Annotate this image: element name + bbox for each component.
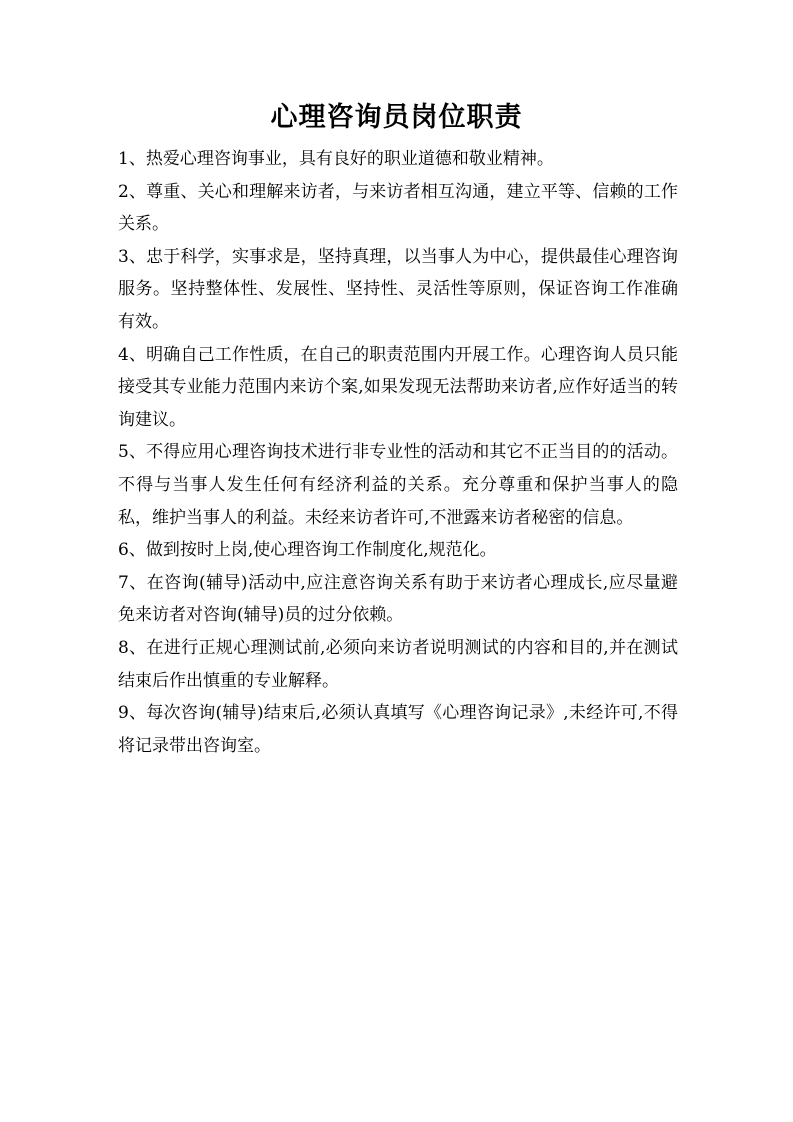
paragraph-8: 8、在进行正规心理测试前,必须向来访者说明测试的内容和目的,并在测试结束后作出慎重的专业解释。 <box>118 637 678 691</box>
paragraph-3: 3、忠于科学，实事求是，坚持真理，以当事人为中心，提供最佳心理咨询服务。坚持整体性、发展性、坚持性、灵活性等原则，保证咨询工作准确有效。 <box>118 246 678 332</box>
paragraph-6: 6、做到按时上岗,使心理咨询工作制度化,规范化。 <box>118 540 497 561</box>
paragraph-9: 9、每次咨询(辅导)结束后,必须认真填写《心理咨询记录》,未经许可,不得将记录带出咨询室。 <box>118 703 678 756</box>
paragraph-1: 1、热爱心理咨询事业，具有良好的职业道德和敬业精神。 <box>118 149 554 169</box>
paragraph-7: 7、在咨询(辅导)活动中,应注意咨询关系有助于来访者心理成长,应尽量避免来访者对咨询(辅导)员的过分依赖。 <box>118 572 678 626</box>
document-title: 心理咨询员岗位职责 <box>270 102 523 133</box>
document-body <box>118 143 678 762</box>
paragraph-4: 4、明确自己工作性质，在自己的职责范围内开展工作。心理咨询人员只能接受其专业能力范围内来访个案,如果发现无法帮助来访者,应作好适当的转询建议。 <box>118 344 678 430</box>
paragraph-2: 2、尊重、关心和理解来访者，与来访者相互沟通，建立平等、信赖的工作关系。 <box>118 181 678 235</box>
paragraph-5: 5、不得应用心理咨询技术进行非专业性的活动和其它不正当目的的活动。不得与当事人发生任何有经济利益的关系。充分尊重和保护当事人的隐私，维护当事人的利益。未经来访者许可,不泄露来访者秘密的信息。 <box>118 442 678 528</box>
